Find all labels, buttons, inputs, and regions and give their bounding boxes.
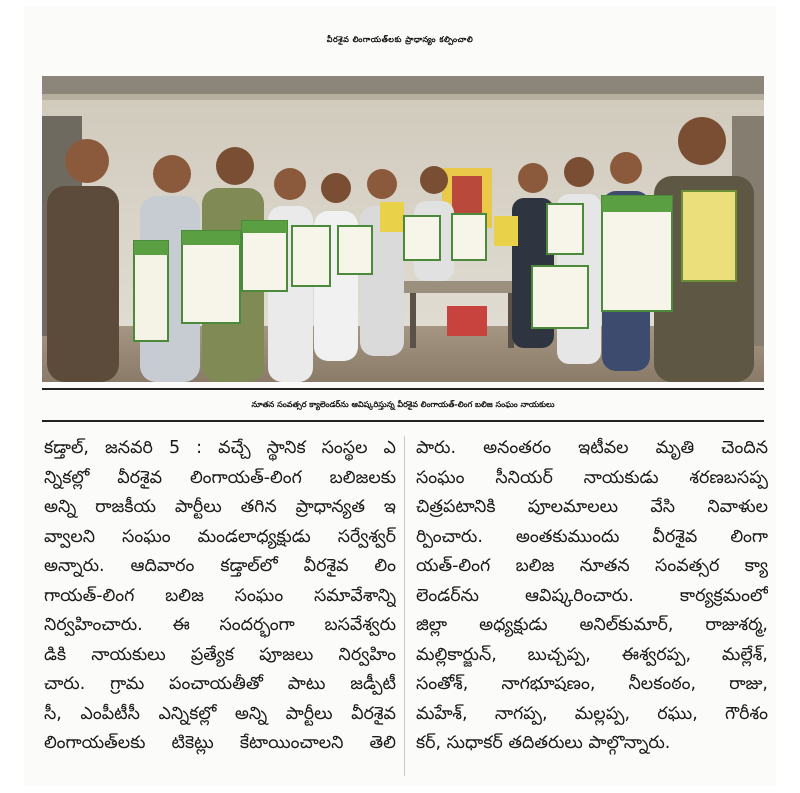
article-line: కడ్తాల్, జనవరి 5 : వచ్చే స్థానిక సంస్థల ఎ <box>44 438 396 458</box>
article-line: వ్వాలని సంఘం మండలాధ్యక్షుడు సర్వేశ్వర్ <box>44 526 396 547</box>
article-line: సంతోశ్, నాగభూషణం, నీలకంఠం, రాజు, <box>416 674 768 694</box>
article-line: చారు. గ్రామ పంచాయతీతో పాటు జడ్పీటీ <box>44 674 396 694</box>
article-line: అన్నారు. ఆదివారం కడ్తాల్‌లో వీరశైవ లిం <box>44 556 396 576</box>
headline: వీరశైవ లింగాయత్‌లకు ప్రాధాన్యం కల్పించాలి <box>326 34 474 44</box>
article-line: జిల్లా అధ్యక్షుడు అనిల్‌కుమార్, రాజుశర్మ, <box>416 615 768 635</box>
article-line: డికి నాయకులు ప్రత్యేక పూజలు నిర్వహిం <box>44 644 396 665</box>
article-line: అన్ని రాజకీయ పార్టీలు తగిన ప్రాధాన్యత ఇ <box>44 497 396 517</box>
group-photo-illustration <box>42 76 764 382</box>
article-column-left <box>44 434 396 759</box>
article-column-right <box>416 434 768 759</box>
article-line: నిర్వహించారు. ఈ సందర్భంగా బసవేశ్వరు <box>44 615 396 635</box>
news-clipping <box>24 6 776 786</box>
article-line: లెండర్‌ను ఆవిష్కరించారు. కార్యక్రమంలో <box>416 585 768 606</box>
article-line: ర్పించారు. అంతకుముందు వీరశైవ లింగా <box>416 526 768 547</box>
news-photo <box>42 76 764 382</box>
article-line: కర్, సుధాకర్ తదితరులు పాల్గొన్నారు. <box>416 733 671 753</box>
caption-bottom-rule <box>42 420 764 422</box>
article-line: మహేశ్, నాగప్ప, మల్లప్ప, రఘు, గౌరీశం <box>416 703 768 724</box>
article-line: లింగాయత్‌లకు టికెట్లు కేటాయించాలని తెలి <box>44 733 396 753</box>
article-line: సంఘం సీనియర్ నాయకుడు శరణబసప్ప <box>416 467 768 488</box>
article-line: గాయత్-లింగ బలిజ సంఘం సమావేశాన్ని <box>44 585 396 606</box>
caption-top-rule <box>42 388 764 390</box>
article-line: మల్లికార్జున్, బుచ్చప్ప, ఈశ్వరప్ప, మల్లేశ్, <box>416 644 768 665</box>
article-line: చిత్రపటానికి పూలమాలలు వేసి నివాళుల <box>416 497 768 517</box>
article-line: యత్-లింగ బలిజ నూతన సంవత్సర క్యా <box>416 556 768 576</box>
article-line: పారు. అనంతరం ఇటీవల మృతి చెందిన <box>416 438 768 458</box>
column-divider <box>404 436 405 776</box>
photo-caption: నూతన సంవత్సర క్యాలెండర్‌ను ఆవిష్కరిస్తున్న వీరశైవ లింగాయత్-లింగ బలిజ సంఘం నాయకులు <box>251 399 555 409</box>
article-line: న్నికల్లో వీరశైవ లింగాయత్-లింగ బలిజలకు <box>44 467 396 488</box>
article-line: సీ, ఎంపీటీసీ ఎన్నికల్లో అన్ని పార్టీలు వీరశైవ <box>44 703 396 724</box>
